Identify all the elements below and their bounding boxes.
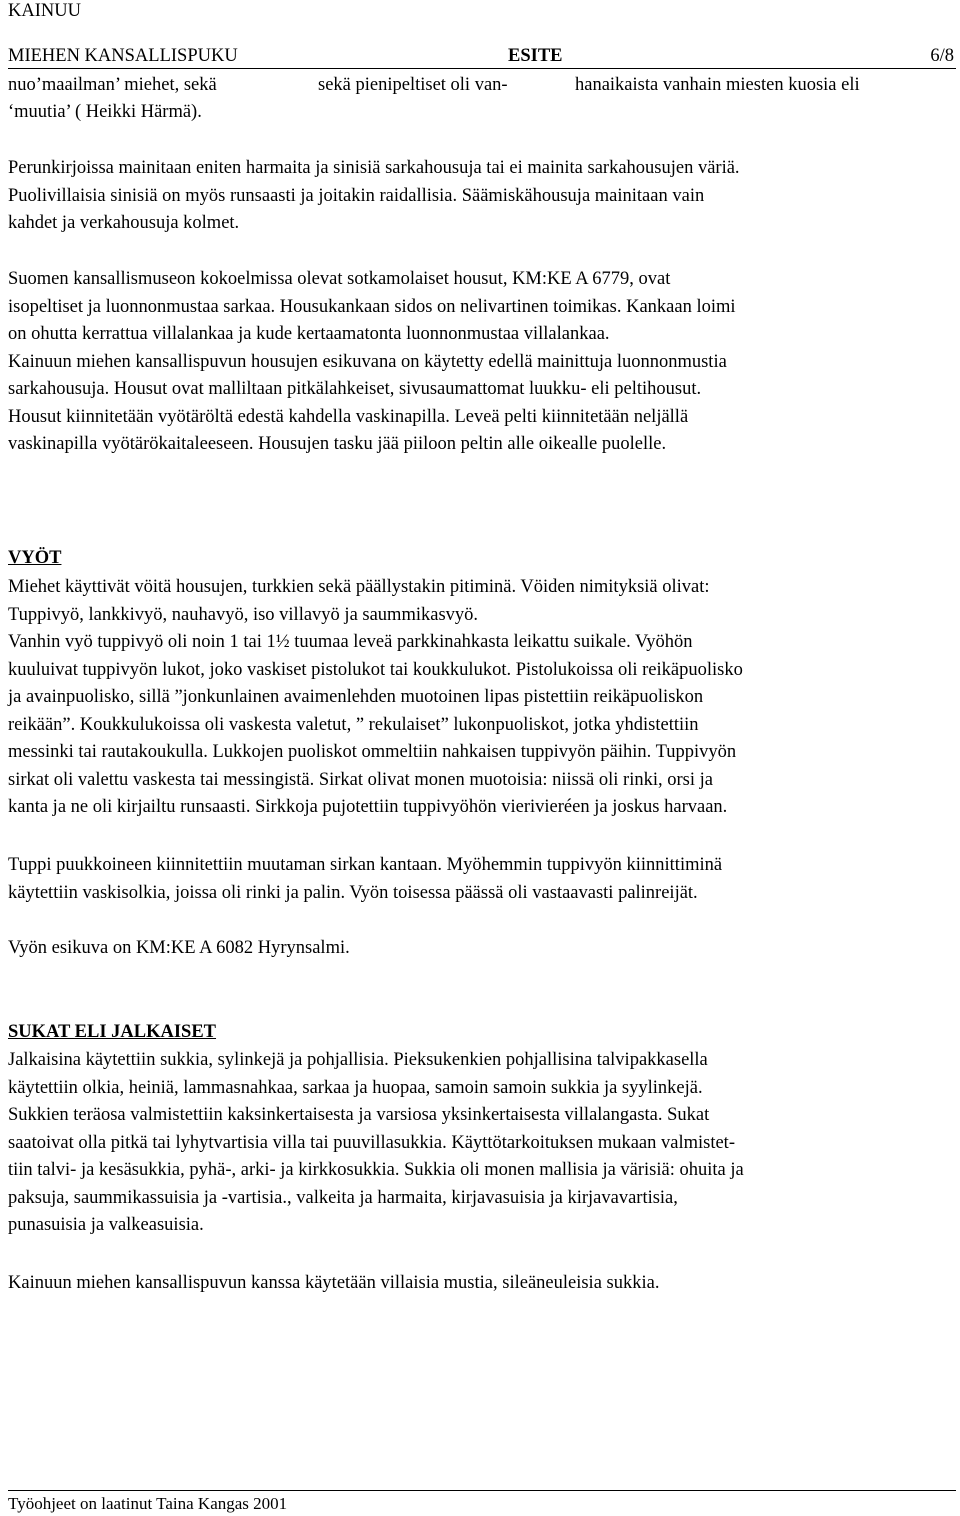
paragraph-socks-2 <box>8 1270 958 1298</box>
section-heading-belts: VYÖT <box>8 548 62 568</box>
text-line: Kainuun miehen kansallispuvun housujen esikuvana on käytetty edellä mainittuja luonnonmustia <box>8 351 727 372</box>
text-line: Perunkirjoissa mainitaan eniten harmaita ja sinisiä sarkahousuja tai ei mainita sarkahousujen väriä. <box>8 158 740 178</box>
column-fragment-2: sekä pienipeltiset oli van- <box>318 75 508 95</box>
header-rule <box>8 68 956 69</box>
page-number: 6/8 <box>930 46 954 66</box>
text-line: Vyön esikuva on KM:KE A 6082 Hyrynsalmi. <box>8 938 350 958</box>
paragraph-museum-trousers <box>8 266 958 459</box>
text-line: Tuppivyö, lankkivyö, nauhavyö, iso villavyö ja saummikasvyö. <box>8 604 479 625</box>
text-line: Suomen kansallismuseon kokoelmissa olevat sotkamolaiset housut, KM:KE A 6779, ovat <box>8 269 671 289</box>
paragraph-belts-2 <box>8 852 958 907</box>
text-line: on ohutta kerrattua villalankaa ja kude kertaamatonta luonnonmustaa villalankaa. <box>8 324 610 344</box>
paragraph-socks-1 <box>8 1047 958 1240</box>
paragraph-trouser-colors <box>8 155 958 238</box>
text-line: Puolivillaisia sinisiä on myös runsaasti ja joitakin raidallisia. Säämiskähousuja mainitaan vain <box>8 185 705 206</box>
section-heading-socks: SUKAT ELI JALKAISET <box>8 1022 217 1042</box>
text-line: Housut kiinnitetään vyötäröltä edestä kahdella vaskinapilla. Leveä pelti kiinnitetään neljällä <box>8 406 689 427</box>
column-fragment-1-line-1: nuo’maailman’ miehet, sekä <box>8 75 217 95</box>
text-line: Kainuun miehen kansallispuvun kanssa käytetään villaisia mustia, sileäneuleisia sukkia. <box>8 1273 660 1293</box>
footer-rule <box>8 1490 956 1491</box>
text-line: Miehet käyttivät vöitä housujen, turkkien sekä päällystakin pitiminä. Vöiden nimityksiä olivat: <box>8 577 710 597</box>
text-line: käytettiin vaskisolkia, joissa oli rinki ja palin. Vyön toisessa päässä oli vastaavasti palinreijät. <box>8 882 698 903</box>
text-line: paksuja, saummikassuisia ja -vartisia., valkeita ja harmaita, kirjavasuisia ja kirjavavartisia, <box>8 1187 678 1208</box>
text-line: kanta ja ne oli kirjailtu runsaasti. Sirkkoja pujotettiin tuppivyöhön vierivieréen ja joskus harvaan. <box>8 797 728 817</box>
text-line: kuuluivat tuppivyön lukot, joko vaskiset pistolukot tai koukkulukot. Pistolukoissa oli reikäpuolisko <box>8 659 743 680</box>
text-line: sarkahousuja. Housut ovat malliltaan pitkälahkeiset, sivusaumattomat luukku- eli peltihousut. <box>8 379 702 399</box>
text-line: Tuppi puukkoineen kiinnitettiin muutaman sirkan kantaan. Myöhemmin tuppivyön kiinnittiminä <box>8 855 723 875</box>
paragraph-belts-3 <box>8 935 958 963</box>
column-fragment-1 <box>8 72 217 126</box>
column-fragment-1-line-2: ‘muutia’ ( Heikki Härmä). <box>8 102 202 122</box>
document-type: ESITE <box>508 46 563 66</box>
text-line: vaskinapilla vyötärökaitaleeseen. Housujen tasku jää piiloon peltin alle oikealle puolelle. <box>8 434 667 454</box>
footer-credit: Työohjeet on laatinut Taina Kangas 2001 <box>8 1494 288 1513</box>
text-line: Sukkien teräosa valmistettiin kaksinkertaisesta ja varsiosa yksinkertaisesta villalangasta. Sukat <box>8 1105 710 1125</box>
top-label: KAINUU <box>8 1 81 21</box>
text-line: Jalkaisina käytettiin sukkia, sylinkejä ja pohjallisia. Pieksukenkien pohjallisina talvipakkasella <box>8 1050 708 1070</box>
column-fragment-3: hanaikaista vanhain miesten kuosia eli <box>575 75 860 95</box>
document-title: MIEHEN KANSALLISPUKU <box>8 46 238 66</box>
text-line: saatoivat olla pitkä tai lyhytvartisia villa tai puuvillasukkia. Käyttötarkoituksen mukaan valmistet- <box>8 1132 735 1153</box>
text-line: tiin talvi- ja kesäsukkia, pyhä-, arki- ja kirkkosukkia. Sukkia oli monen mallisia ja värisiä: ohuita ja <box>8 1160 744 1180</box>
text-line: reikään”. Koukkulukoissa oli vaskesta valetut, ” rekulaiset” lukonpuoliskot, jotka yhdistettiin <box>8 714 699 735</box>
text-line: ja avainpuolisko, sillä ”jonkunlainen avaimenlehden muotoinen lipas pistettiin reikäpuoliskon <box>8 687 704 707</box>
text-line: isopeltiset ja luonnonmustaa sarkaa. Housukankaan sidos on nelivartinen toimikas. Kankaan loimi <box>8 296 736 317</box>
paragraph-belts-1 <box>8 574 958 822</box>
text-line: Vanhin vyö tuppivyö oli noin 1 tai 1½ tuumaa leveä parkkinahkasta leikattu suikale. Vyöhön <box>8 632 693 652</box>
text-line: kahdet ja verkahousuja kolmet. <box>8 213 240 233</box>
text-line: messinki tai rautakoukulla. Lukkojen puoliskot ommeltiin nahkaisen tuppivyön päihin. Tuppivyön <box>8 742 737 762</box>
text-line: punasuisia ja valkeasuisia. <box>8 1215 204 1235</box>
text-line: käytettiin olkia, heiniä, lammasnahkaa, sarkaa ja huopaa, samoin samoin sukkia ja syylinkejä. <box>8 1077 703 1098</box>
text-line: sirkat oli valettu vaskesta tai messingistä. Sirkat olivat monen muotoisia: niissä oli rinki, orsi ja <box>8 769 713 790</box>
